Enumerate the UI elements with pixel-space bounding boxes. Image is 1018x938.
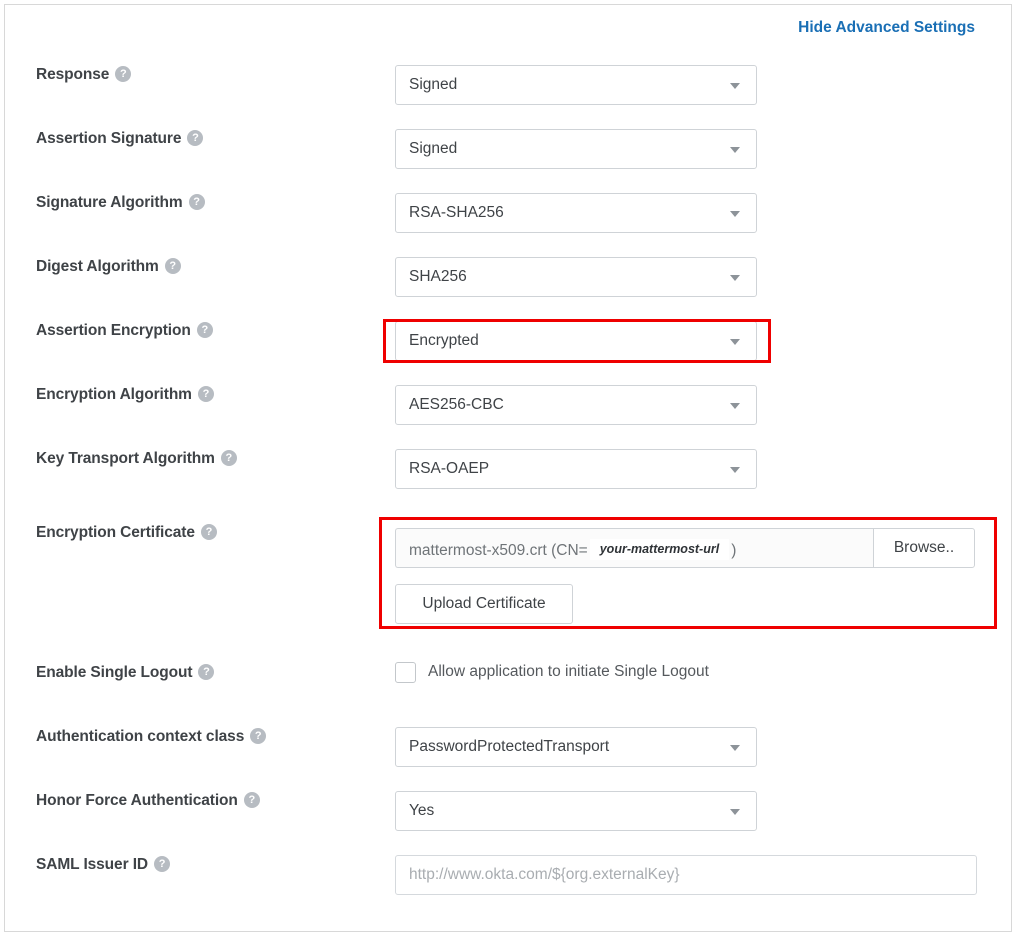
help-icon[interactable]: ? [201, 524, 217, 540]
chevron-down-icon [730, 275, 740, 281]
help-icon[interactable]: ? [165, 258, 181, 274]
response-select-value: Signed [409, 76, 458, 93]
field-row-honor-force-authentication [5, 791, 1011, 835]
certificate-filename-input[interactable] [395, 528, 873, 568]
field-row-key-transport-algorithm [5, 449, 1011, 493]
field-label-honor-force-authentication [36, 791, 260, 811]
browse-button[interactable]: Browse.. [873, 528, 975, 568]
field-label-key-transport-algorithm [36, 449, 237, 469]
field-row-saml-issuer-id [5, 855, 1011, 899]
assertion-signature-select[interactable] [395, 129, 757, 169]
key-transport-algorithm-select-value: RSA-OAEP [409, 460, 490, 477]
label-text: Key Transport Algorithm [36, 450, 215, 467]
field-row-encryption-algorithm [5, 385, 1011, 429]
chevron-down-icon [730, 147, 740, 153]
field-label-assertion-encryption [36, 321, 213, 341]
chevron-down-icon [730, 745, 740, 751]
saml-issuer-id-input[interactable] [395, 855, 977, 895]
upload-certificate-button[interactable]: Upload Certificate [395, 584, 573, 624]
field-label-signature-algorithm [36, 193, 205, 213]
help-icon[interactable]: ? [250, 728, 266, 744]
signature-algorithm-select[interactable] [395, 193, 757, 233]
help-icon[interactable]: ? [198, 664, 214, 680]
assertion-signature-select-value: Signed [409, 140, 458, 157]
single-logout-checkbox-label: Allow application to initiate Single Logout [428, 663, 709, 680]
field-row-assertion-signature [5, 129, 1011, 173]
response-select[interactable] [395, 65, 757, 105]
chevron-down-icon [730, 467, 740, 473]
field-row-response [5, 65, 1011, 109]
field-row-authentication-context-class [5, 727, 1011, 771]
field-row-enable-single-logout [5, 663, 1011, 707]
certificate-filename-prefix: mattermost-x509.crt (CN= [409, 542, 588, 559]
chevron-down-icon [730, 809, 740, 815]
label-text: Authentication context class [36, 728, 245, 745]
honor-force-authentication-select-value: Yes [409, 802, 435, 819]
digest-algorithm-select-value: SHA256 [409, 268, 467, 285]
field-row-signature-algorithm [5, 193, 1011, 237]
advanced-saml-settings-panel [4, 4, 1012, 932]
authentication-context-class-select[interactable] [395, 727, 757, 767]
assertion-encryption-select[interactable] [395, 321, 757, 361]
help-icon[interactable]: ? [187, 130, 203, 146]
field-label-saml-issuer-id [36, 855, 170, 875]
field-row-digest-algorithm [5, 257, 1011, 301]
honor-force-authentication-select[interactable] [395, 791, 757, 831]
label-text: Encryption Algorithm [36, 386, 192, 403]
chevron-down-icon [730, 339, 740, 345]
field-label-authentication-context-class [36, 727, 266, 747]
field-label-encryption-certificate [36, 523, 217, 543]
field-label-assertion-signature [36, 129, 203, 149]
digest-algorithm-select[interactable] [395, 257, 757, 297]
chevron-down-icon [730, 211, 740, 217]
hide-advanced-settings-link[interactable]: Hide Advanced Settings [798, 19, 975, 36]
field-row-assertion-encryption [5, 321, 1011, 365]
panel-content [5, 5, 1011, 931]
encryption-algorithm-select-value: AES256-CBC [409, 396, 504, 413]
certificate-filename-suffix: ) [731, 542, 737, 559]
encryption-algorithm-select[interactable] [395, 385, 757, 425]
help-icon[interactable]: ? [198, 386, 214, 402]
chevron-down-icon [730, 403, 740, 409]
authentication-context-class-select-value: PasswordProtectedTransport [409, 738, 610, 755]
help-icon[interactable]: ? [197, 322, 213, 338]
help-icon[interactable]: ? [189, 194, 205, 210]
label-text: Digest Algorithm [36, 258, 159, 275]
label-text: SAML Issuer ID [36, 856, 149, 873]
signature-algorithm-select-value: RSA-SHA256 [409, 204, 504, 221]
field-label-encryption-algorithm [36, 385, 214, 405]
label-text: Enable Single Logout [36, 664, 193, 681]
chevron-down-icon [730, 83, 740, 89]
field-row-encryption-certificate [5, 513, 1011, 623]
help-icon[interactable]: ? [115, 66, 131, 82]
certificate-redacted-value: your-mattermost-url [590, 539, 729, 560]
key-transport-algorithm-select[interactable] [395, 449, 757, 489]
help-icon[interactable]: ? [244, 792, 260, 808]
single-logout-checkbox[interactable] [395, 662, 416, 683]
label-text: Signature Algorithm [36, 194, 183, 211]
label-text: Encryption Certificate [36, 524, 195, 541]
label-text: Honor Force Authentication [36, 792, 238, 809]
field-label-response [36, 65, 131, 85]
label-text: Assertion Encryption [36, 322, 191, 339]
saml-issuer-id-placeholder: http://www.okta.com/${org.externalKey} [409, 866, 680, 883]
help-icon[interactable]: ? [154, 856, 170, 872]
label-text: Assertion Signature [36, 130, 182, 147]
certificate-filename-text [409, 539, 736, 560]
field-label-enable-single-logout [36, 663, 214, 683]
assertion-encryption-select-value: Encrypted [409, 332, 479, 349]
field-label-digest-algorithm [36, 257, 181, 277]
label-text: Response [36, 66, 110, 83]
help-icon[interactable]: ? [221, 450, 237, 466]
